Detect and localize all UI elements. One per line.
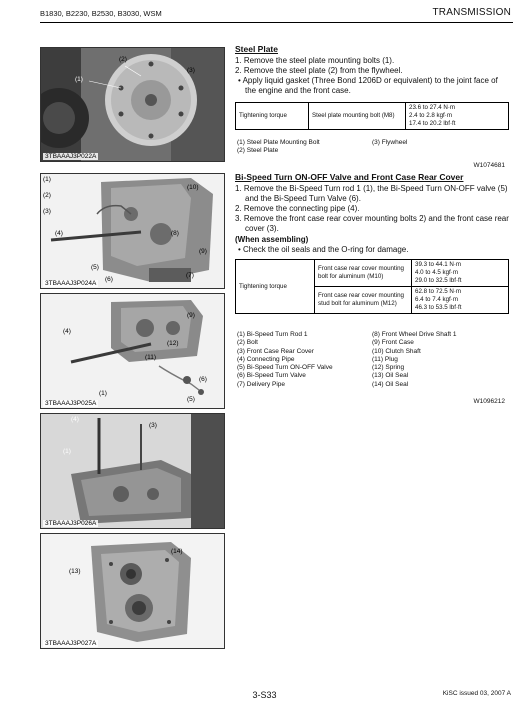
callout: (12): [167, 340, 179, 347]
steel-plate-legend-right: [372, 139, 502, 147]
steel-plate-legend-left: [237, 139, 377, 156]
legend-item: (9) Front Case: [372, 339, 414, 347]
figure-caption: 3TBAAAJ3P024A: [45, 280, 97, 287]
legend-item: (6) Bi-Speed Turn Valve: [237, 372, 306, 380]
callout: (14): [171, 548, 183, 555]
callout: (9): [187, 312, 195, 319]
legend-item: (3) Flywheel: [372, 139, 408, 146]
step: 2. Remove the connecting pipe (4).: [235, 204, 360, 213]
callout: (1): [99, 390, 107, 397]
torque-item: Front case rear cover mounting stud bolt for aluminum (M12): [315, 287, 412, 314]
callout: (8): [171, 230, 179, 237]
figure-bispeed-valve-photo: [41, 174, 224, 288]
page-number: 3-S33: [252, 690, 277, 700]
figure-oil-seals: [40, 533, 225, 649]
torque-value: 6.4 to 7.4 kgf·m: [415, 296, 458, 303]
gasket-note: • Apply liquid gasket (Three Bond 1206D or equivalent) to the joint face of the engine and the front case.: [238, 76, 498, 95]
figure-front-case: [40, 293, 225, 409]
torque-value: 39.3 to 44.1 N·m: [415, 261, 462, 268]
page-header: [0, 6, 529, 22]
legend-item: (10) Clutch Shaft: [372, 347, 421, 355]
callout: (4): [63, 328, 71, 335]
torque-values: [412, 287, 509, 314]
torque-value: 46.3 to 53.5 lbf·ft: [415, 304, 462, 311]
callout: (3): [187, 67, 195, 74]
callout: (9): [199, 248, 207, 255]
figure-caption: 3TBAAAJ3P022A: [45, 153, 97, 160]
bispeed-section: [235, 172, 510, 314]
callout: (1): [63, 448, 71, 455]
torque-item: Steel plate mounting bolt (M8): [309, 103, 406, 130]
bispeed-legend-left: [237, 331, 372, 389]
torque-label: Tightening torque: [236, 260, 315, 314]
step: 3. Remove the front case rear cover mounting bolts 2) and the front case rear cover (3).: [235, 214, 509, 233]
figure-steel-plate: [40, 47, 225, 162]
figure-front-case-photo: [41, 294, 224, 408]
callout: (7): [186, 272, 194, 279]
steel-plate-section: [235, 44, 510, 130]
legend-item: (2) Steel Plate: [237, 147, 279, 155]
callout: (4): [71, 416, 79, 423]
steel-plate-title: Steel Plate: [235, 44, 278, 54]
callout: (2): [43, 192, 51, 199]
legend-item: (5) Bi-Speed Turn ON-OFF Valve: [237, 364, 333, 372]
callout: (1): [43, 176, 51, 183]
torque-label: Tightening torque: [236, 103, 309, 130]
callout: (3): [43, 208, 51, 215]
bispeed-steps: [235, 184, 510, 234]
torque-value: 2.4 to 2.8 kgf·m: [409, 112, 452, 119]
legend-item: (3) Front Case Rear Cover: [237, 347, 314, 355]
issue-note: KiSC issued 03, 2007 A: [442, 690, 511, 697]
legend-item: (8) Front Wheel Drive Shaft 1: [372, 331, 457, 338]
legend-item: (4) Connecting Pipe: [237, 355, 295, 363]
steel-plate-torque-table: [235, 102, 509, 130]
step: 1. Remove the Bi-Speed Turn rod 1 (1), the Bi-Speed Turn ON-OFF valve (5) and the Bi-Speed Turn Valve (6).: [235, 184, 508, 203]
bispeed-torque-table: [235, 259, 509, 314]
callout: (5): [187, 396, 195, 403]
torque-value: 4.0 to 4.5 kgf·m: [415, 269, 458, 276]
oil-seal-note: • Check the oil seals and the O-ring for damage.: [238, 245, 409, 254]
figure-caption: 3TBAAAJ3P025A: [45, 400, 97, 407]
when-assembling: (When assembling): [235, 235, 309, 244]
step: 1. Remove the steel plate mounting bolts (1).: [235, 56, 395, 65]
callout: (1): [75, 76, 83, 83]
torque-value: 29.0 to 32.5 lbf·ft: [415, 277, 462, 284]
torque-value: 62.8 to 72.5 N·m: [415, 288, 462, 295]
callout: (5): [91, 264, 99, 271]
figure-bispeed-valve: [40, 173, 225, 289]
torque-item: Front case rear cover mounting bolt for aluminum (M10): [315, 260, 412, 287]
figure-caption: 3TBAAAJ3P026A: [45, 520, 97, 527]
steel-plate-code: W1074681: [473, 162, 505, 169]
torque-value: 23.6 to 27.4 N·m: [409, 104, 456, 111]
callout: (2): [119, 56, 127, 63]
legend-item: (11) Plug: [372, 355, 398, 363]
legend-item: (1) Bi-Speed Turn Rod 1: [237, 331, 308, 338]
callout: (10): [187, 184, 199, 191]
legend-item: (7) Delivery Pipe: [237, 380, 286, 388]
callout: (4): [55, 230, 63, 237]
figure-oil-seals-photo: [41, 534, 224, 648]
bispeed-title: Bi-Speed Turn ON-OFF Valve and Front Case Rear Cover: [235, 172, 464, 182]
legend-item: (2) Bolt: [237, 339, 258, 347]
callout: (6): [105, 276, 113, 283]
torque-values: [406, 103, 509, 130]
legend-item: (13) Oil Seal: [372, 372, 409, 380]
legend-item: (12) Spring: [372, 364, 405, 372]
figure-rear-cover-removed: [40, 413, 225, 529]
bispeed-legend-right: [372, 331, 507, 389]
callout: (6): [199, 376, 207, 383]
model-list: B1830, B2230, B2530, B3030, WSM: [40, 9, 162, 18]
torque-value: 17.4 to 20.2 lbf·ft: [409, 120, 456, 127]
torque-values: [412, 260, 509, 287]
bispeed-code: W1096212: [473, 398, 505, 405]
step: 2. Remove the steel plate (2) from the flywheel.: [235, 66, 403, 75]
callout: (13): [69, 568, 81, 575]
callout: (11): [145, 354, 157, 361]
section-title: TRANSMISSION: [432, 7, 511, 18]
callout: (3): [149, 422, 157, 429]
figure-steel-plate-photo: [41, 48, 224, 161]
header-rule: [40, 22, 513, 23]
figure-rear-cover-removed-photo: [41, 414, 224, 528]
steel-plate-steps: [235, 56, 510, 76]
figure-caption: 3TBAAAJ3P027A: [45, 640, 97, 647]
legend-item: (1) Steel Plate Mounting Bolt: [237, 139, 320, 146]
legend-item: (14) Oil Seal: [372, 380, 409, 388]
